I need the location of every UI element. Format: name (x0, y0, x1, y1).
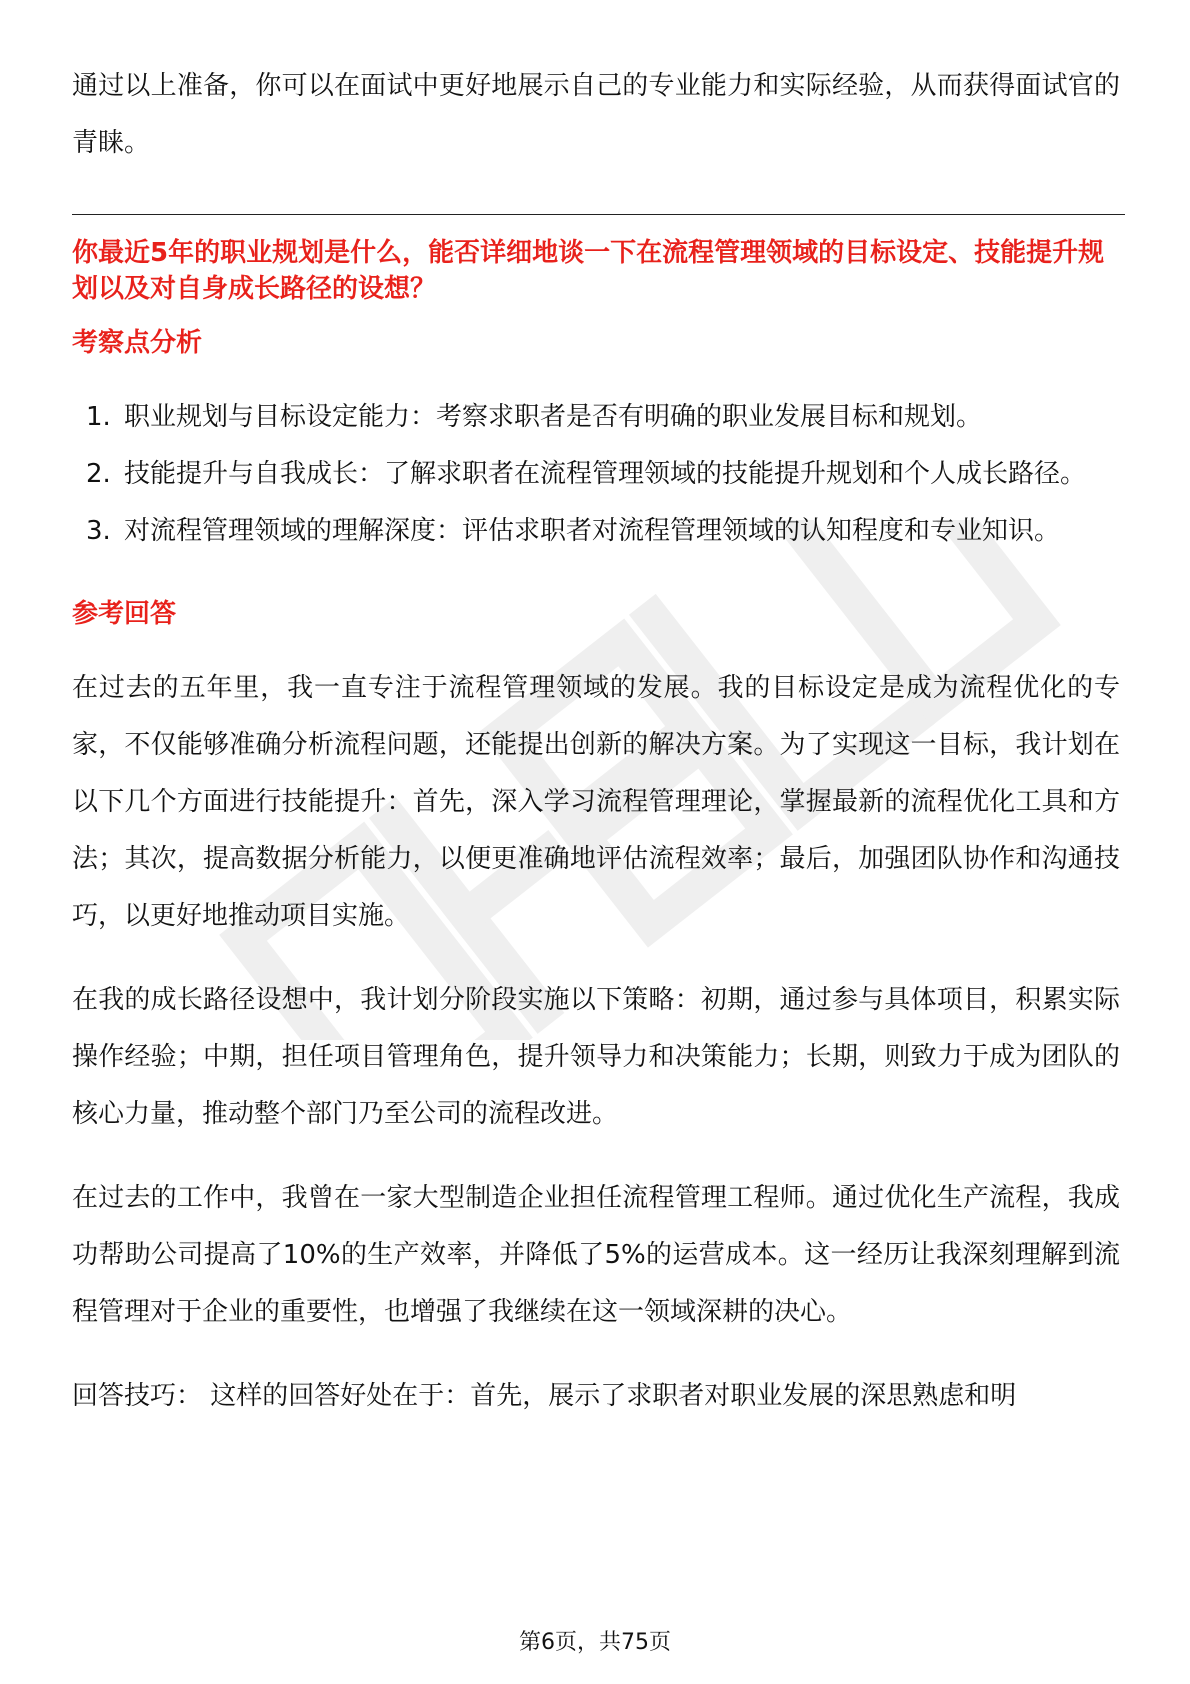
answer-title: 参考回答 (72, 599, 177, 629)
list-item-text: 对流程管理领域的理解深度：评估求职者对流程管理领域的认知程度和专业知识。 (124, 516, 1061, 546)
answer-paragraph-2: 在我的成长路径设想中，我计划分阶段实施以下策略：初期，通过参与具体项目，积累实际操作经验；中期，担任项目管理角色，提升领导力和决策能力；长期，则致力于成为团队的核心力量，推动整个部门乃至公司的流程改进。 (72, 985, 1120, 1129)
list-item-text: 职业规划与目标设定能力：考察求职者是否有明确的职业发展目标和规划。 (124, 402, 983, 432)
main-content (72, 58, 1120, 1425)
question-heading: 你最近5年的职业规划是什么，能否详细地谈一下在流程管理领域的目标设定、技能提升规划以及对自身成长路径的设想？ (72, 238, 1105, 304)
answer-paragraph-3: 在过去的工作中，我曾在一家大型制造企业担任流程管理工程师。通过优化生产流程，我成功帮助公司提高了10%的生产效率，并降低了5%的运营成本。这一经历让我深刻理解到流程管理对于企业的重要性，也增强了我继续在这一领域深耕的决心。 (72, 1183, 1120, 1327)
list-item (72, 446, 1120, 503)
analysis-list (72, 389, 1120, 560)
analysis-title: 考察点分析 (72, 328, 203, 358)
list-item (72, 389, 1120, 446)
section-divider (72, 214, 1125, 215)
intro-paragraph: 通过以上准备，你可以在面试中更好地展示自己的专业能力和实际经验，从而获得面试官的青睐。 (72, 71, 1120, 158)
list-item-number: 1. (86, 402, 111, 432)
list-item (72, 503, 1120, 560)
answer-tips-paragraph: 回答技巧： 这样的回答好处在于：首先，展示了求职者对职业发展的深思熟虑和明 (72, 1381, 1017, 1411)
list-item-number: 2. (86, 459, 111, 489)
list-item-text: 技能提升与自我成长：了解求职者在流程管理领域的技能提升规划和个人成长路径。 (124, 459, 1087, 489)
list-item-number: 3. (86, 516, 111, 546)
answer-paragraph-1: 在过去的五年里，我一直专注于流程管理领域的发展。我的目标设定是成为流程优化的专家，不仅能够准确分析流程问题，还能提出创新的解决方案。为了实现这一目标，我计划在以下几个方面进行技能提升：首先，深入学习流程管理理论，掌握最新的流程优化工具和方法；其次，提高数据分析能力，以便更准确地评估流程效率；最后，加强团队协作和沟通技巧，以更好地推动项目实施。 (72, 673, 1120, 931)
page-number-footer: 第6页，共75页 (519, 1630, 671, 1655)
